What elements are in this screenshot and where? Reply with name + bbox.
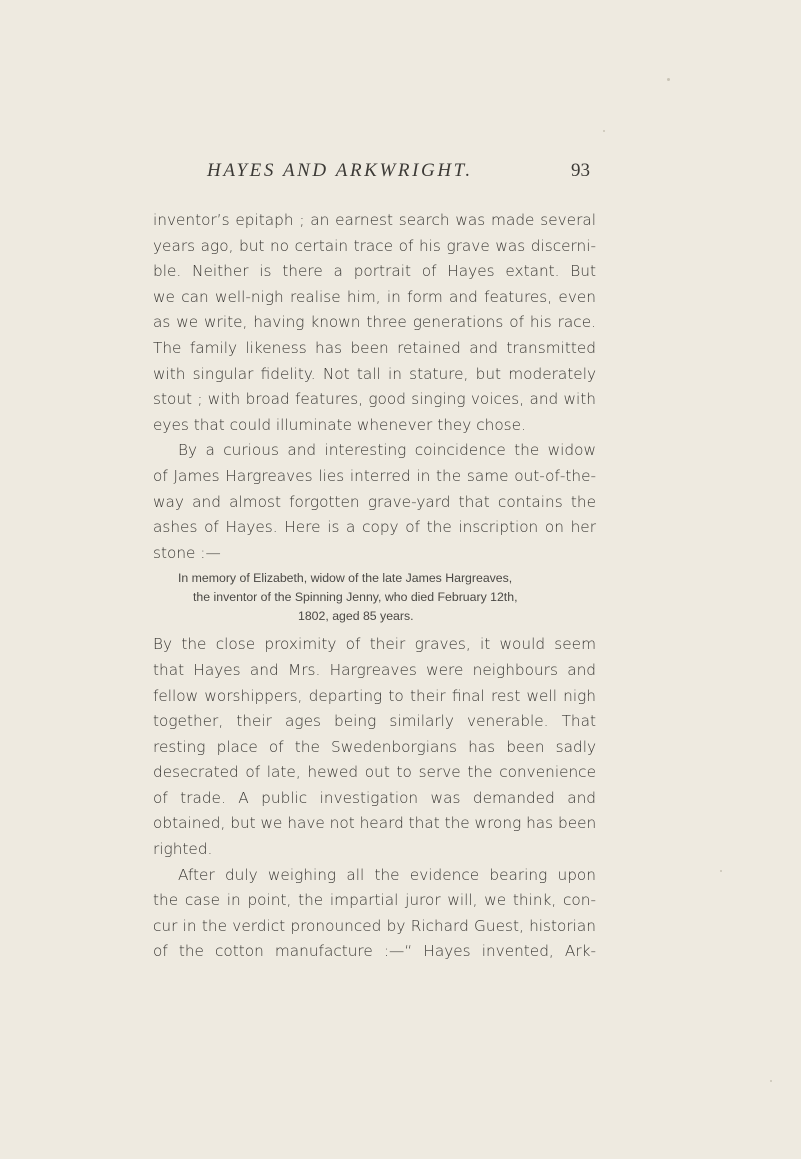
text-line: eyes that could illuminate whenever they chose. [153,415,526,434]
text-line: stout ; with broad features, good singing voices, and with [153,390,596,409]
text-line: we can well-nigh realise him, in form and features, even [153,287,596,306]
text-line: cur in the verdict pronounced by Richard Guest, historian [153,916,596,935]
text-line: stone :— [153,543,221,562]
paper-speck [603,130,605,132]
paragraph-verdict [153,863,596,965]
inscription-line: 1802, aged 85 years. [298,609,414,624]
text-line: years ago, but no certain trace of his grave was discerni- [153,236,596,255]
text-line: By the close proximity of their graves, it would seem [153,635,596,654]
text-line: obtained, but we have not heard that the wrong has been [153,814,597,833]
paper-speck [720,870,722,872]
paper-speck [667,78,670,81]
text-line: fellow worshippers, departing to their final rest well nigh [153,686,596,705]
paragraph-epitaph [153,208,596,438]
text-line: inventor’s epitaph ; an earnest search was made several [153,211,596,229]
inscription-line: the inventor of the Spinning Jenny, who died February 12th, [193,590,518,605]
text-line: By a curious and interesting coincidence the widow [178,441,596,460]
text-line: together, their ages being similarly venerable. That [153,712,596,731]
text-line: After duly weighing all the evidence bearing upon [178,865,596,884]
running-head [160,160,590,186]
paragraph-hargreaves [153,438,596,566]
text-line: desecrated of late, hewed out to serve the convenience [153,763,596,782]
text-line: the case in point, the impartial juror will, we think, con- [153,891,596,910]
paper-speck [770,1080,772,1082]
text-line: The family likeness has been retained and transmitted [153,338,596,357]
text-line: as we write, having known three generations of his race. [153,313,596,332]
text-line: ble. Neither is there a portrait of Hayes extant. But [153,262,596,281]
text-line: with singular fidelity. Not tall in stature, but moderately [153,364,596,383]
running-title: HAYES AND ARKWRIGHT. [207,160,473,181]
text-line: resting place of the Swedenborgians has been sadly [153,737,596,756]
inscription [153,569,596,626]
page-number: 93 [571,160,590,181]
text-line: righted. [153,840,213,859]
text-line: of James Hargreaves lies interred in the same out-of-the- [153,466,596,485]
text-line: of trade. A public investigation was demanded and [153,788,596,807]
paragraph-graves [153,632,596,862]
text-line: way and almost forgotten grave-yard that contains the [153,492,596,511]
text-line: of the cotton manufacture :—“ Hayes invented, Ark- [153,942,596,961]
text-line: that Hayes and Mrs. Hargreaves were neighbours and [153,660,596,679]
text-line: ashes of Hayes. Here is a copy of the inscription on her [153,518,596,537]
inscription-line: In memory of Elizabeth, widow of the late James Hargreaves, [178,571,513,586]
body-text [153,208,596,965]
